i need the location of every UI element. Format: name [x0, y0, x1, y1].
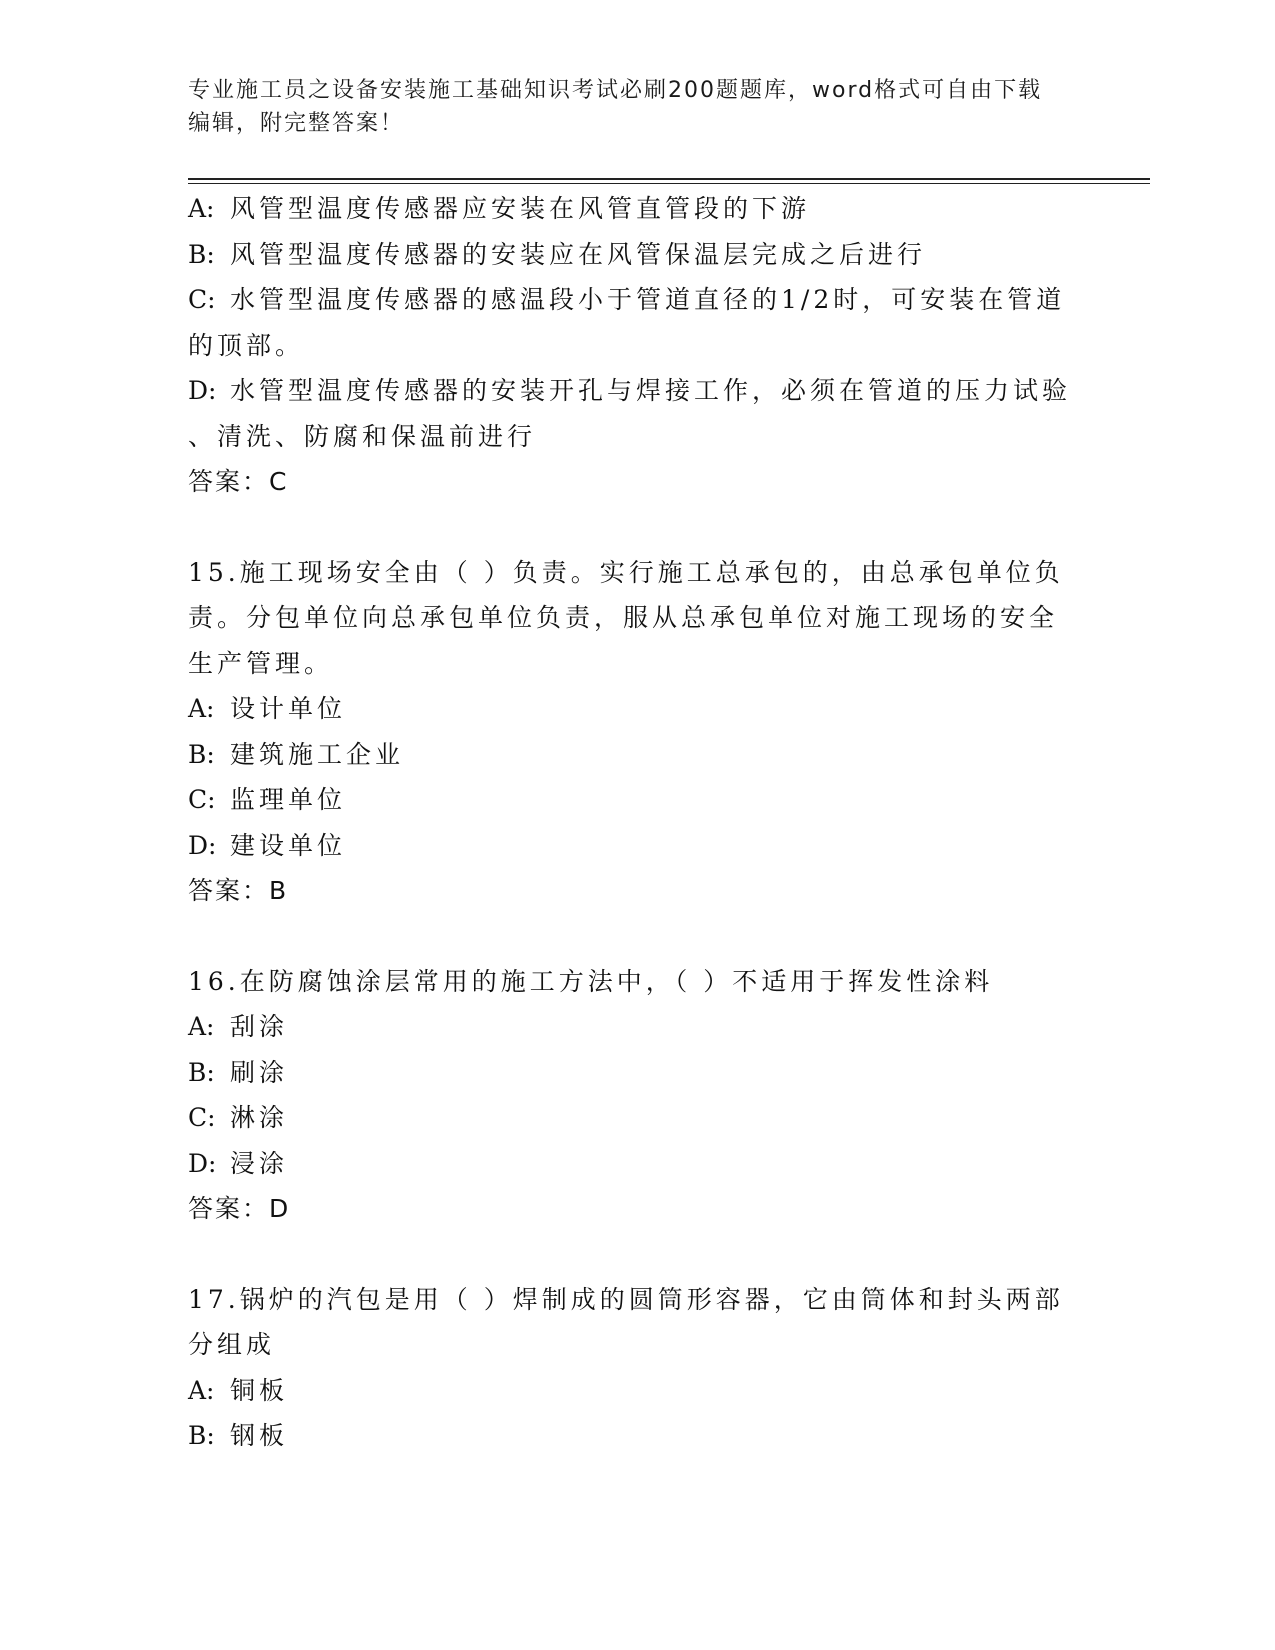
option-c: [188, 777, 1068, 823]
option-text: 水管型温度传感器的安装开孔与焊接工作，必须在管道的压力试验: [230, 376, 1072, 405]
option-key: D:: [188, 1148, 217, 1178]
option-text: 建设单位: [230, 830, 347, 860]
option-d: [188, 368, 1072, 414]
option-b: [188, 232, 1068, 278]
option-b: [188, 1050, 1068, 1096]
option-text: 钢板: [230, 1421, 289, 1450]
option-text: 风管型温度传感器应安装在风管直管段的下游: [230, 194, 811, 223]
option-d-continued: 、清洗、防腐和保温前进行: [188, 421, 537, 451]
option-key: A:: [188, 1012, 215, 1041]
answer: 答案：D: [188, 1194, 291, 1223]
option-text: 监理单位: [230, 785, 347, 814]
answer: 答案：B: [188, 876, 289, 905]
question-15: [188, 550, 1068, 914]
header-divider-top: [188, 178, 1150, 180]
spacer: [188, 505, 1068, 550]
header-line-2: 编辑，附完整答案！: [188, 111, 405, 136]
option-a: [188, 1368, 1068, 1414]
spacer: [188, 914, 1068, 959]
header-line-1: 专业施工员之设备安装施工基础知识考试必刷200题题库，word格式可自由下载: [188, 78, 1043, 103]
option-d: [188, 1141, 1068, 1187]
option-text: 风管型温度传感器的安装应在风管保温层完成之后进行: [230, 239, 927, 269]
option-key: B:: [188, 239, 215, 269]
option-key: D:: [188, 830, 217, 860]
option-a: [188, 686, 1068, 732]
option-key: A:: [188, 694, 215, 723]
question-stem: 16.在防腐蚀涂层常用的施工方法中，（ ）不适用于挥发性涂料: [188, 966, 994, 996]
option-text: 设计单位: [230, 694, 347, 723]
option-key: C:: [188, 285, 216, 314]
option-key: D:: [188, 376, 217, 405]
option-key: B:: [188, 739, 215, 769]
question-16: [188, 959, 1068, 1232]
option-key: A:: [188, 194, 215, 223]
header-divider-bottom: [188, 183, 1150, 184]
option-text: 刷涂: [230, 1057, 289, 1087]
spacer: [188, 1232, 1068, 1277]
question-17: [188, 1277, 1068, 1459]
option-b: [188, 732, 1068, 778]
option-key: B:: [188, 1057, 215, 1087]
option-text: 铜板: [230, 1375, 289, 1405]
option-key: C:: [188, 1103, 216, 1132]
option-text: 建筑施工企业: [230, 739, 405, 769]
question-stem: 分组成: [188, 1330, 276, 1359]
document-header: [188, 74, 1068, 140]
option-c-continued: 的顶部。: [188, 330, 305, 360]
option-text: 刮涂: [230, 1012, 289, 1041]
option-c: [188, 277, 1068, 323]
question-stem: 17.锅炉的汽包是用（ ）焊制成的圆筒形容器，它由筒体和封头两部: [188, 1284, 1064, 1314]
question-stem: 生产管理。: [188, 648, 334, 678]
option-c: [188, 1095, 1068, 1141]
option-a: [188, 186, 1068, 232]
option-key: C:: [188, 785, 216, 814]
option-text: 淋涂: [230, 1103, 289, 1132]
option-b: [188, 1413, 1068, 1459]
option-text: 浸涂: [230, 1148, 289, 1178]
question-stem: 责。分包单位向总承包单位负责，服从总承包单位对施工现场的安全: [188, 603, 1059, 632]
question-content: [188, 186, 1072, 1459]
option-a: [188, 1004, 1068, 1050]
option-d: [188, 823, 1068, 869]
question-14: [188, 186, 1072, 505]
option-key: B:: [188, 1421, 215, 1450]
option-text: 水管型温度传感器的感温段小于管道直径的1/2时，可安装在管道: [230, 285, 1066, 314]
question-stem: 15.施工现场安全由（ ）负责。实行施工总承包的，由总承包单位负: [188, 557, 1064, 587]
answer: 答案：C: [188, 467, 289, 496]
option-key: A:: [188, 1375, 215, 1405]
